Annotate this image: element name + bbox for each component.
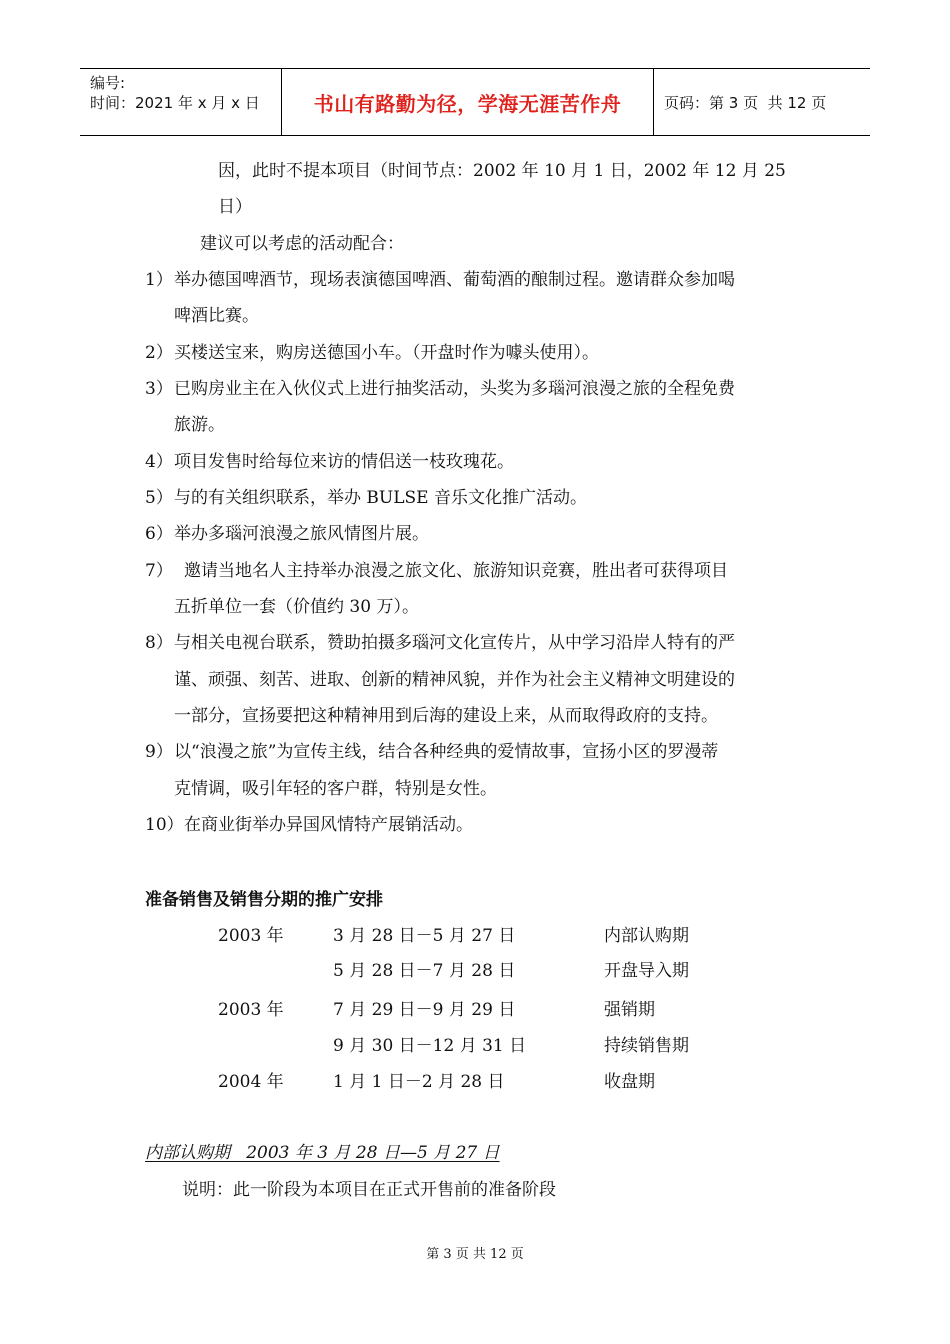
list-item-text: 买楼送宝来，购房送德国小车。（开盘时作为噱头使用）。 [174, 343, 599, 363]
schedule-range: 3 月 28 日－5 月 27 日 [333, 926, 516, 946]
list-item-number: 5） [145, 488, 173, 508]
list-item-text: 一部分，宣扬要把这种精神用到后海的建设上来，从而取得政府的支持。 [174, 706, 718, 726]
list-item-text: 谨、顽强、刻苦、进取、创新的精神风貌，并作为社会主义精神文明建设的 [174, 670, 735, 690]
list-item-text: 邀请当地名人主持举办浪漫之旅文化、旅游知识竞赛，胜出者可获得项目 [184, 561, 728, 581]
list-item-text: 举办多瑙河浪漫之旅风情图片展。 [174, 524, 429, 544]
schedule-year: 2003 年 [218, 926, 284, 946]
header-page-info [654, 69, 870, 135]
list-item-number: 8） [145, 633, 173, 653]
footer-page-number: 第 3 页 共 12 页 [426, 1247, 524, 1262]
header-time-label: 时间：2021 年 x 月 x 日 [90, 94, 260, 112]
schedule-year: 2003 年 [218, 1000, 284, 1020]
schedule-range: 9 月 30 日－12 月 31 日 [333, 1036, 527, 1056]
page-header [80, 68, 870, 136]
schedule-phase: 开盘导入期 [604, 961, 689, 981]
schedule-title: 准备销售及销售分期的推广安排 [145, 890, 383, 910]
list-item-text: 旅游。 [174, 415, 225, 435]
schedule-range: 7 月 29 日－9 月 29 日 [333, 1000, 516, 1020]
list-item-text: 与的有关组织联系，举办 BULSE 音乐文化推广活动。 [174, 488, 587, 508]
phase-note: 说明：此一阶段为本项目在正式开售前的准备阶段 [182, 1180, 556, 1200]
header-motto [282, 69, 654, 135]
list-item-text: 举办德国啤酒节，现场表演德国啤酒、葡萄酒的酿制过程。邀请群众参加喝 [174, 270, 735, 290]
schedule-year: 2004 年 [218, 1072, 284, 1092]
phase-title: 内部认购期 2003 年 3 月 28 日—5 月 27 日 [145, 1143, 500, 1163]
schedule-range: 5 月 28 日－7 月 28 日 [333, 961, 516, 981]
header-meta [80, 69, 282, 135]
page-footer [0, 1246, 950, 1264]
schedule-phase: 持续销售期 [604, 1036, 689, 1056]
header-number-label: 编号: [90, 74, 126, 92]
list-item-number: 9） [145, 742, 173, 762]
list-item-number: 3） [145, 379, 173, 399]
list-item-number: 10） [145, 815, 184, 835]
schedule-phase: 内部认购期 [604, 926, 689, 946]
list-item-text: 五折单位一套（价值约 30 万）。 [174, 597, 419, 617]
intro-line: 因，此时不提本项目（时间节点：2002 年 10 月 1 日，2002 年 12 月 25 [218, 161, 786, 181]
list-item-number: 4） [145, 452, 173, 472]
list-item-text: 啤酒比赛。 [174, 306, 259, 326]
intro-line: 日） [218, 197, 252, 217]
list-item-number: 7） [145, 561, 173, 581]
list-item-text: 项目发售时给每位来访的情侣送一枝玫瑰花。 [174, 452, 514, 472]
schedule-phase: 收盘期 [604, 1072, 655, 1092]
list-item-text: 已购房业主在入伙仪式上进行抽奖活动，头奖为多瑙河浪漫之旅的全程免费 [174, 379, 735, 399]
header-motto-text: 书山有路勤为径，学海无涯苦作舟 [313, 91, 622, 116]
header-page-info-text: 页码：第 3 页 共 12 页 [664, 93, 827, 112]
list-item-text: 与相关电视台联系，赞助拍摄多瑙河文化宣传片，从中学习沿岸人特有的严 [174, 633, 735, 653]
list-item-text: 在商业街举办异国风情特产展销活动。 [184, 815, 473, 835]
list-item-text: 克情调，吸引年轻的客户群，特别是女性。 [174, 779, 497, 799]
schedule-range: 1 月 1 日－2 月 28 日 [333, 1072, 505, 1092]
list-item-number: 1） [145, 270, 173, 290]
suggest-heading: 建议可以考虑的活动配合： [200, 234, 404, 254]
list-item-number: 6） [145, 524, 173, 544]
list-item-number: 2） [145, 343, 173, 363]
list-item-text: 以“浪漫之旅”为宣传主线，结合各种经典的爱情故事，宣扬小区的罗漫蒂 [174, 742, 719, 762]
schedule-phase: 强销期 [604, 1000, 655, 1020]
